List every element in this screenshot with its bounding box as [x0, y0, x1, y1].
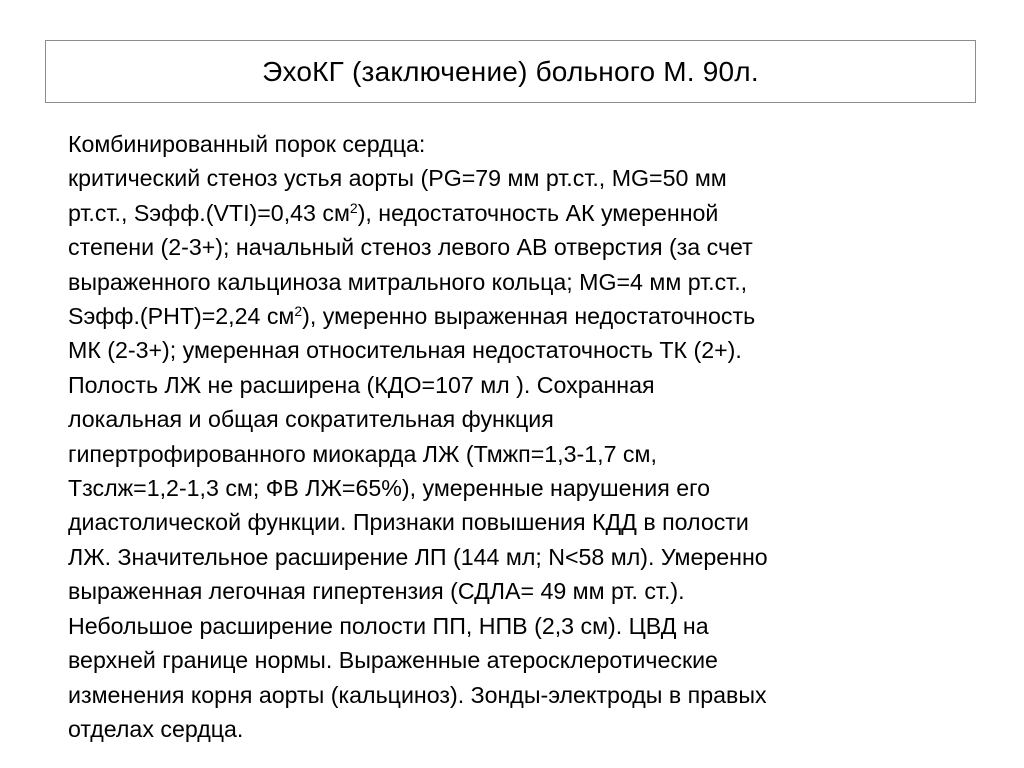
echo-conclusion-text	[68, 127, 938, 746]
conclusion-line: критический стеноз устья аорты (PG=79 мм рт.ст., MG=50 мм	[68, 165, 727, 192]
conclusion-line	[68, 299, 938, 333]
conclusion-text-segment: ), умеренно выраженная недостаточность	[302, 303, 756, 330]
conclusion-line: выраженная легочная гипертензия (СДЛА= 49 мм рт. ст.).	[68, 578, 685, 605]
slide-title: ЭхоКГ (заключение) больного М. 90л.	[262, 55, 759, 87]
conclusion-line: гипертрофированного миокарда ЛЖ (Тмжп=1,3-1,7 см,	[68, 440, 657, 467]
conclusion-line	[68, 196, 938, 230]
conclusion-line: локальная и общая сократительная функция	[68, 406, 554, 433]
conclusion-line: выраженного кальциноза митрального кольца; MG=4 мм рт.ст.,	[68, 268, 748, 295]
conclusion-line: изменения корня аорты (кальциноз). Зонды-электроды в правых	[68, 681, 767, 708]
conclusion-line: степени (2-3+); начальный стеноз левого АВ отверстия (за счет	[68, 234, 753, 261]
conclusion-line: отделах сердца.	[68, 715, 244, 742]
conclusion-line: Полость ЛЖ не расширена (КДО=107 мл ). Сохранная	[68, 371, 655, 398]
conclusion-line: диастолической функции. Признаки повышения КДД в полости	[68, 509, 749, 536]
slide-title-box	[45, 40, 976, 103]
superscript-2: 2	[294, 303, 303, 320]
conclusion-line: Тзслж=1,2-1,3 см; ФВ ЛЖ=65%), умеренные нарушения его	[68, 475, 710, 502]
conclusion-heading: Комбинированный порок сердца:	[68, 131, 426, 157]
conclusion-line: МК (2-3+); умеренная относительная недостаточность ТК (2+).	[68, 337, 742, 364]
conclusion-line: Небольшое расширение полости ПП, НПВ (2,3 см). ЦВД на	[68, 612, 709, 639]
superscript-2: 2	[349, 199, 358, 216]
conclusion-text-segment: ), недостаточность АК умеренной	[357, 199, 719, 226]
conclusion-line: верхней границе нормы. Выраженные атеросклеротические	[68, 647, 718, 674]
conclusion-text-segment: рт.ст., Sэфф.(VTI)=0,43 см	[68, 199, 350, 226]
conclusion-line: ЛЖ. Значительное расширение ЛП (144 мл; N<58 мл). Умеренно	[68, 543, 768, 570]
conclusion-text-segment: Sэфф.(PHT)=2,24 см	[68, 303, 295, 330]
